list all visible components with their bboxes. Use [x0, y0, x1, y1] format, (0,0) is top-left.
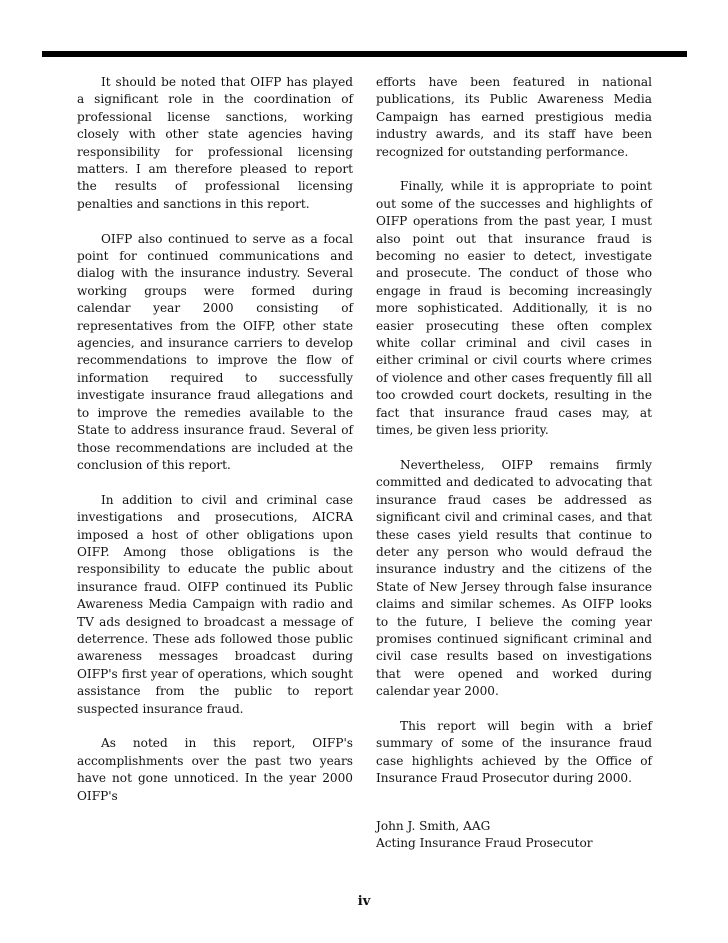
paragraph-report-summary: This report will begin with a brief summary of some of the insurance fraud case highlights achieved by the Office of Insurance Fraud Prosecutor during 2000.	[376, 718, 652, 786]
paragraph-accomplishments: As noted in this report, OIFP's accomplishments over the past two years have not gone unnoticed. In the year 2000 OIFP's	[77, 736, 353, 803]
paragraph-challenges: Finally, while it is appropriate to point out some of the successes and highlights of OIFP operations from the past year, I must also point out that insurance fraud is becoming no easier to detect, investigate and prosecute. The conduct of those who engage in fraud is becoming increasingly more sophisticated. Additionally, it is no easier prosecuting these often complex white collar criminal and civil cases in either criminal or civil courts where crimes of violence and other cases frequently fill all too crowded court dockets, resulting in the fact that insurance fraud cases may, at times, be given less priority.	[376, 179, 652, 438]
header-rule	[42, 51, 687, 57]
paragraph-commitment: Nevertheless, OIFP remains firmly committed and dedicated to advocating that insurance fraud cases be addressed as significant civil and criminal cases, and that these cases yield results that continue to deter any person who would defraud the insurance industry and the citizens of the State of New Jersey through false insurance claims and similar schemes. As OIFP looks to the future, I believe the coming year promises continued significant criminal and civil case results based on investigations that were opened and worked during calendar year 2000.	[376, 457, 652, 699]
paragraph-license-sanctions: It should be noted that OIFP has played a significant role in the coordination of professional license sanctions, working closely with other state agencies having responsibility for professional licensing matters. I am therefore pleased to report the results of professional licensing penalties and sanctions in this report.	[77, 75, 353, 211]
page-number: iv	[357, 894, 371, 909]
right-column	[376, 74, 652, 805]
paragraph-public-education: In addition to civil and criminal case investigations and prosecutions, AICRA imposed a host of other obligations upon OIFP. Among those obligations is the responsibility to educate the public about insurance fraud. OIFP continued its Public Awareness Media Campaign with radio and TV ads designed to broadcast a message of deterrence. These ads followed those public awareness messages broadcast during OIFP's first year of operations, which sought assistance from the public to report suspected insurance fraud.	[77, 492, 353, 716]
signature-title: Acting Insurance Fraud Prosecutor	[376, 836, 593, 851]
signature-name: John J. Smith, AAG	[376, 819, 491, 833]
signature-block	[376, 818, 593, 853]
paragraph-industry-communications: OIFP also continued to serve as a focal point for continued communications and dialog with the insurance industry. Several working groups were formed during calendar year 2000 consisting of representatives from the OIFP, other state agencies, and insurance carriers to develop recommendations to improve the flow of information required to successfully investigate insurance fraud allegations and to improve the remedies available to the State to address insurance fraud. Several of those recommendations are included at the conclusion of this report.	[77, 231, 353, 472]
paragraph-recognition: efforts have been featured in national publications, its Public Awareness Media Campaign has earned prestigious media industry awards, and its staff have been recognized for outstanding performance.	[376, 75, 652, 159]
left-column	[77, 74, 353, 822]
